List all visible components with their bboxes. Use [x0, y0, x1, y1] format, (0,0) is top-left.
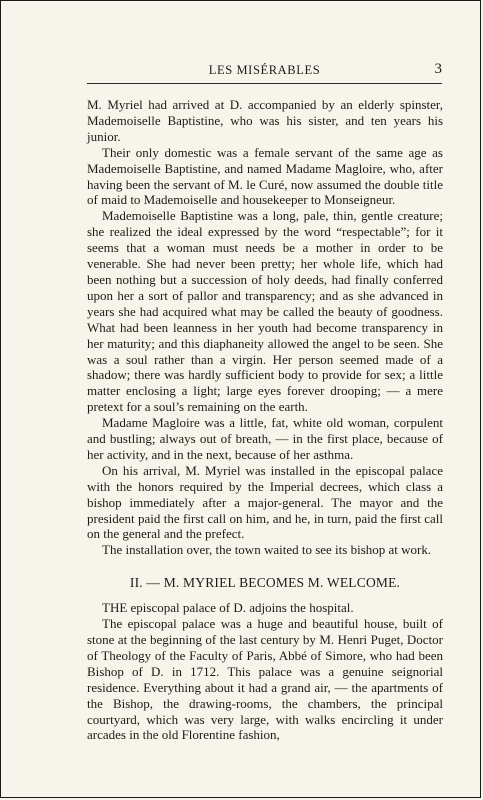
paragraph: Their only domestic was a female servant of the same age as Mademoiselle Baptistine, and named Madame Magloire, who, after having been the servant of M. le Curé, now assumed the double title of maid to Mademoiselle and housekeeper to Monseigneur. — [87, 144, 443, 208]
paragraph: Madame Magloire was a little, fat, white old woman, corpulent and bustling; always out of breath, — in the first place, because of her activity, and in the next, because of her asthma. — [87, 415, 443, 462]
paragraph: M. Myriel had arrived at D. accompanied by an elderly spinster, Mademoiselle Baptistine, who was his sister, and ten years his junior. — [87, 97, 443, 144]
paragraph: THE episcopal palace of D. adjoins the hospital. — [102, 600, 354, 616]
section-title: II. — M. MYRIEL BECOMES M. WELCOME. — [129, 575, 401, 591]
page-header — [87, 61, 442, 84]
paragraph: The installation over, the town waited to see its bishop at work. — [102, 542, 432, 558]
running-title: LES MISÉRABLES — [208, 63, 321, 77]
paragraph: The episcopal palace was a huge and beautiful house, built of stone at the beginning of the last century by M. Henri Puget, Doctor of Theology of the Faculty of Paris, Abbé of Simore, who had been Bishop of D. in 1712. This palace was a genuine seignorial residence. Everything about it had a grand air, — the apartments of the Bishop, the drawing-rooms, the chambers, the principal courtyard, which was very large, with walks encircling it under arcades in the old Florentine fashion, — [87, 616, 443, 743]
paragraph: On his arrival, M. Myriel was installed in the episcopal palace with the honors required by the Imperial decrees, which class a bishop immediately after a major-general. The mayor and the president paid the first call on him, and he, in turn, paid the first call on the general and the prefect. — [87, 462, 443, 542]
paragraph: Mademoiselle Baptistine was a long, pale, thin, gentle creature; she realized the ideal expressed by the word “respectable”; for it seems that a woman must needs be a mother in order to be venerable. She had never been pretty; her whole life, which had been nothing but a succession of holy deeds, had finally conferred upon her a sort of pallor and transparency; and as she advanced in years she had acquired what may be called the beauty of goodness. What had been leanness in her youth had become transparency in her maturity; and this diaphaneity allowed the angel to be seen. She was a soul rather than a virgin. Her person seemed made of a shadow; there was hardly sufficient body to provide for sex; a little matter enclosing a light; large eyes forever drooping; — a mere pretext for a soul’s remaining on the earth. — [87, 208, 443, 415]
page-body — [87, 97, 443, 743]
page-number: 3 — [434, 61, 442, 77]
